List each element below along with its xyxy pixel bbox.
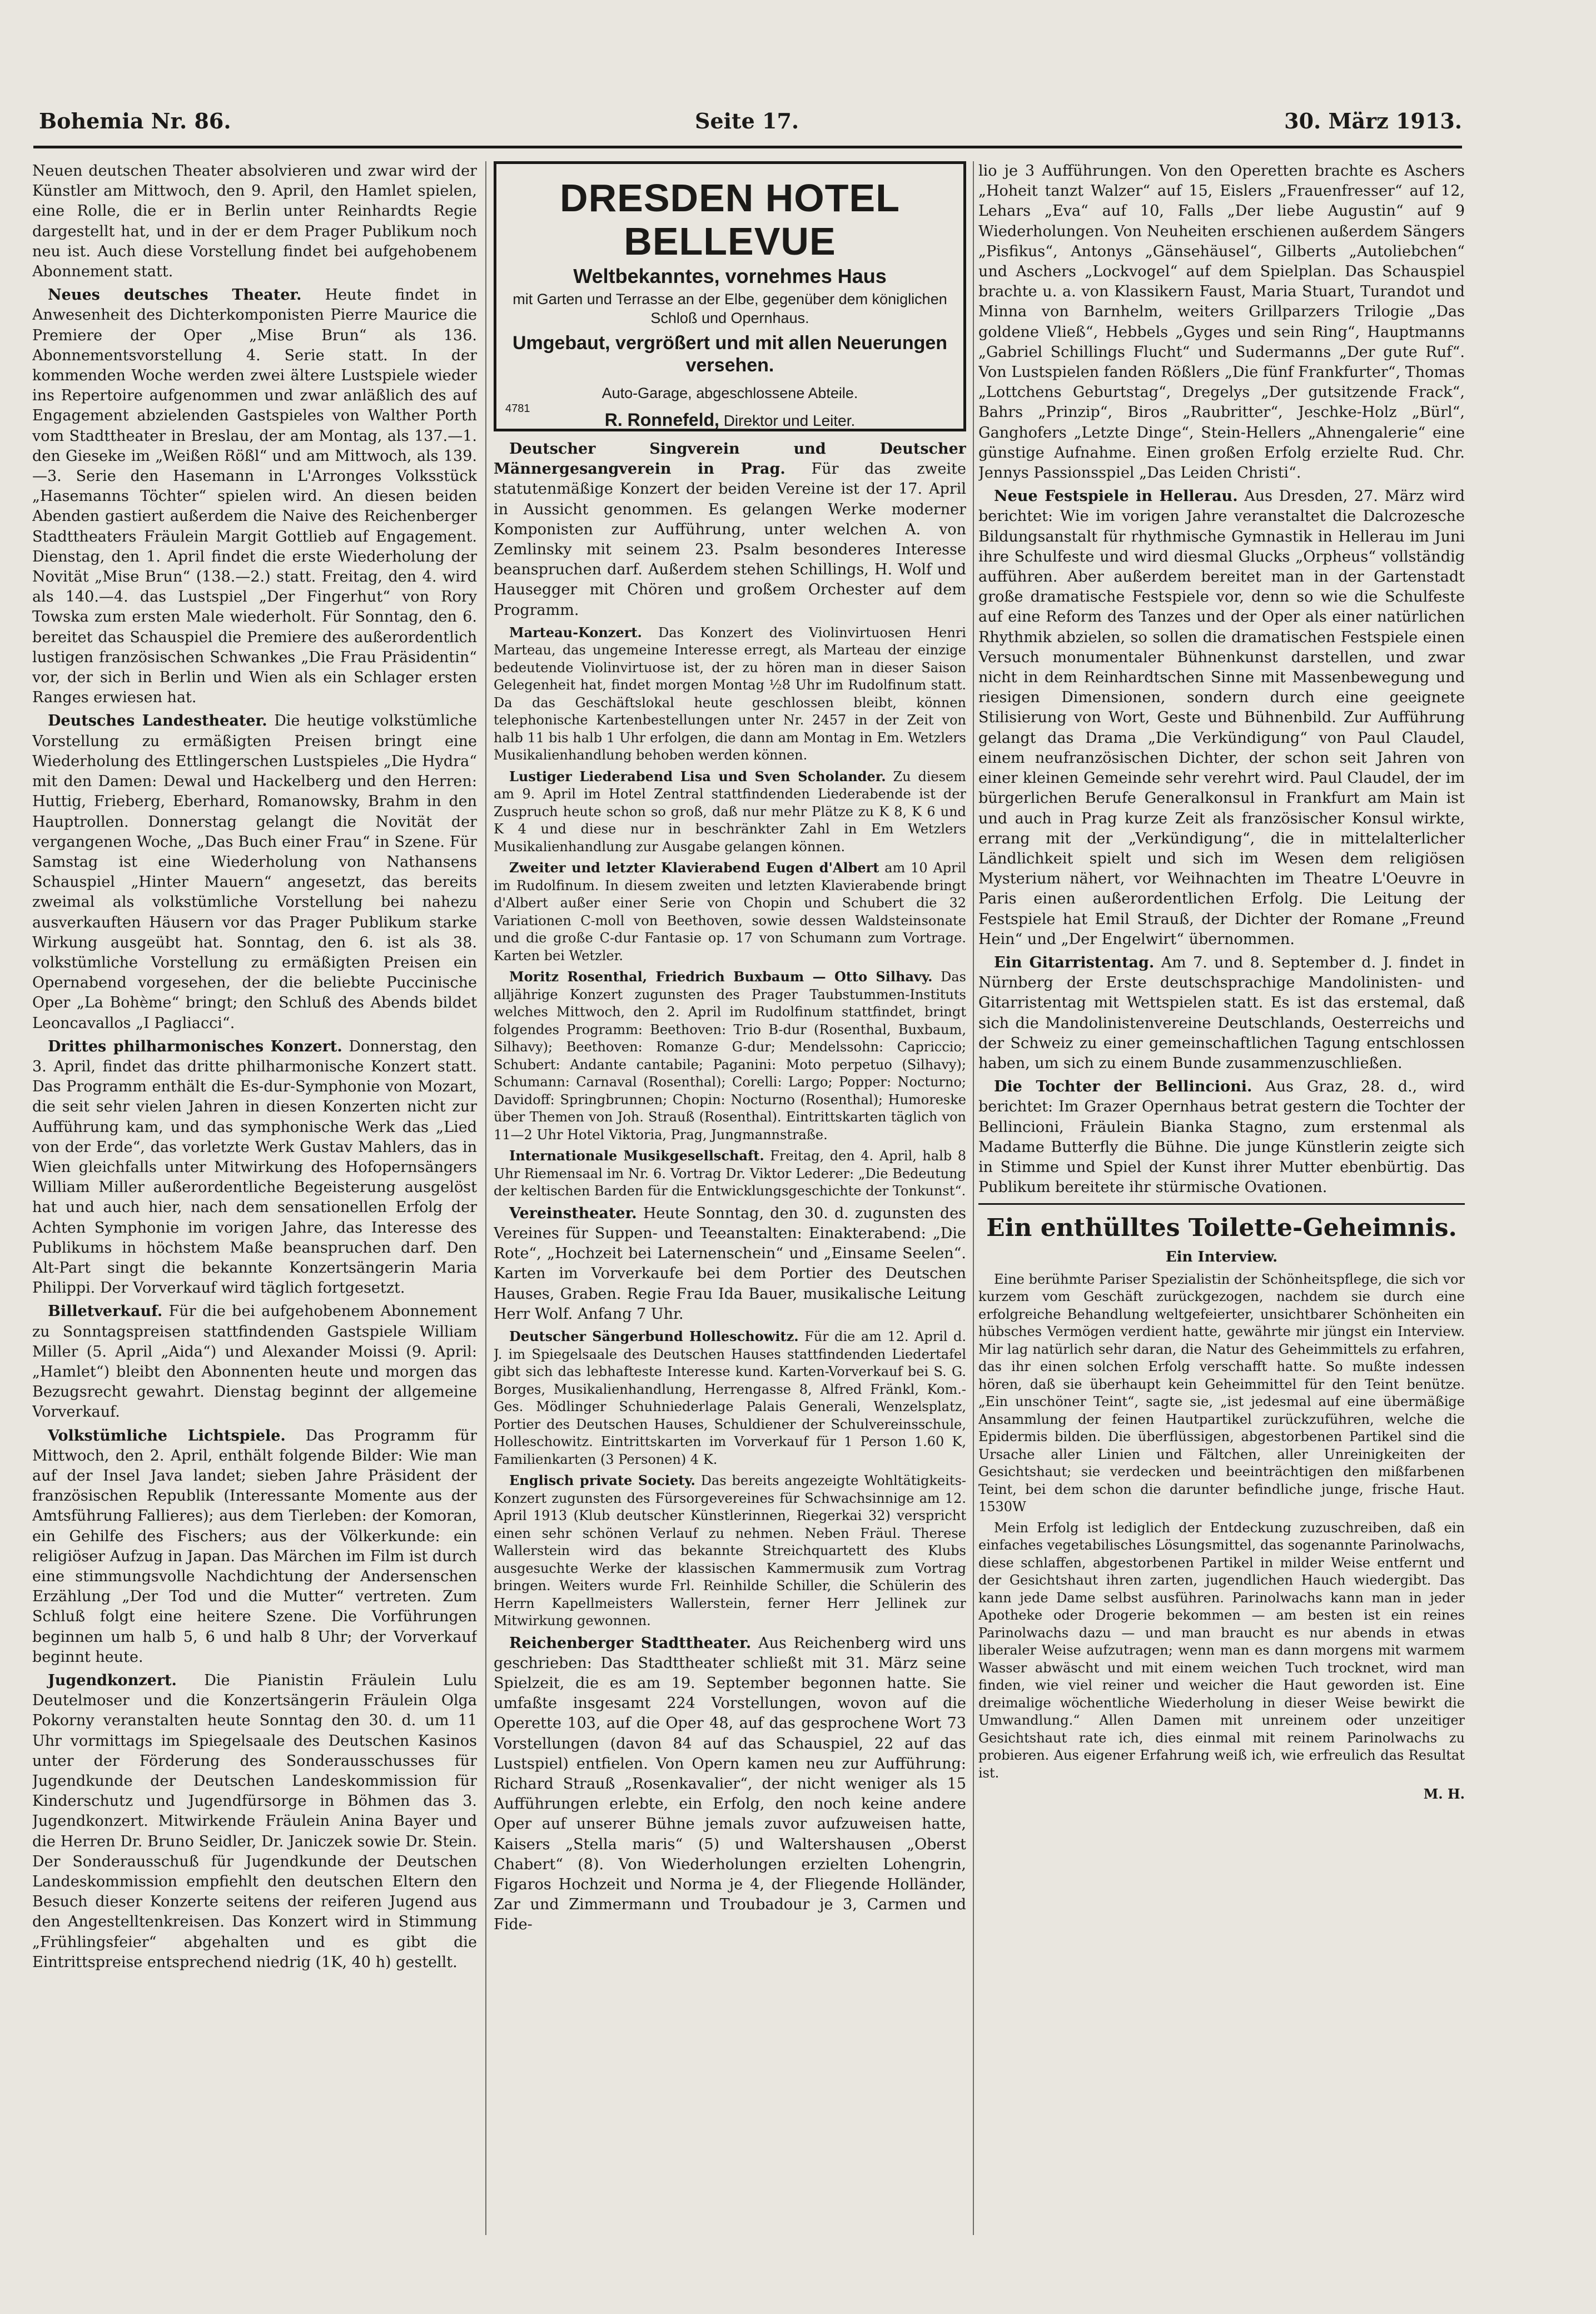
ad-number: 4781 — [505, 402, 530, 415]
article-body: Aus Graz, 28. d., wird berichtet: Im Grazer Opernhaus betrat gestern die Tochter der Bellincioni, Fräulein Bianka Stagno, zum erstenmal als Madame Butterfly die Bühne. Die junge Künstlerin zeigte sich in Stimme und Spiel der Kunst ihrer Mutter ebenbürtig. Das Publikum bereitete ihr stürmische Ovationen. — [978, 1078, 1465, 1196]
article — [494, 1204, 966, 1324]
ad-garage-note: Auto-Garage, abgeschlossene Abteile. — [601, 385, 858, 402]
ad-subtitle: Weltbekanntes, vornehmes Haus — [573, 265, 887, 287]
article-heading: Moritz Rosenthal, Friedrich Buxbaum — Otto Silhavy. — [509, 969, 933, 985]
page-number: Seite 17. — [695, 108, 799, 133]
ad-title: DRESDEN HOTEL BELLEVUE — [560, 176, 900, 263]
column-divider — [485, 161, 486, 2235]
article — [494, 768, 966, 856]
article — [494, 1147, 966, 1200]
article-body: am 10 April im Rudolfinum. In diesem zweiten und letzten Klavierabende bringt d'Albert außer einer Serie von Chopin und Schubert die 32 Variationen C-moll von Beethoven, sowie dessen Waldsteinsonate und die große C-dur Fantasie op. 17 von Schumann zum Vortrage. Karten bei Wetzler. — [494, 860, 966, 964]
article-body: Für das zweite statutenmäßige Konzert der beiden Vereine ist der 17. April in Aussicht genommen. Es gelangen Werke moderner Komponisten zur Aufführung, unter welchen A. von Zemlinsky mit seinem 23. Psalm besonderes Interesse beanspruchen darf. Außerdem stehen Schillings, H. Wolf und Hausegger mit Chören und großem Orchester auf dem Programm. — [494, 460, 966, 619]
small-print-section — [494, 624, 966, 1200]
article — [494, 859, 966, 965]
article-continuation: lio je 3 Aufführungen. Von den Operetten brachte es Aschers „Hoheit tanzt Walzer“ auf 15, Eislers „Frauenfresser“ auf 12, Lehars „Eva“ auf 10, Falls „Der liebe Augustin“ auf 9 Wiederholungen. Von Neuheiten erschienen außerdem Sängers „Pisfikus“, Antonys „Gänsehäusel“, Gilberts „Autoliebchen“ und Aschers „Lockvogel“ auf dem Spielplan. Das Schauspiel brachte u. a. von Klassikern Faust, Maria Stuart, Turandot und Minna von Barnhelm, weiters Grillparzers Trilogie „Das goldene Vließ“, Hebbels „Gyges und sein Ring“, Hauptmanns „Gabriel Schillings Flucht“ und Sudermanns „Der gute Ruf“. Von Lustspielen fanden Rößlers „Die fünf Frankfurter“, Thomas „Lottchens Geburtstag“, Dregelys „Der gutsitzende Frack“, Bahrs „Prinzip“, Biros „Raubritter“, Jeschke-Holz „Bürl“, Ganghofers „Letzte Dinge“, Stein-Hellers „Ahnengalerie“ eine günstige Aufnahme. Einen großen Erfolg erzielte Rud. Chr. Jennys Passionsspiel „Das Leiden Christi“. — [978, 162, 1465, 482]
section-divider — [978, 1203, 1465, 1205]
small-print-section — [494, 1328, 966, 1630]
column-3 — [978, 161, 1465, 2235]
article-body: Heute findet in Anwesenheit des Dichterkomponisten Pierre Maurice die Premiere der Oper „Mise Brun“ als 136. Abonnementsvorstellung 4. Serie statt. In der kommenden Woche werden zwei ältere Lustspiele wieder ins Repertoire aufgenommen und zwar anläßlich des auf Engagement abzielenden Gastspieles von Walther Porth vom Stadttheater in Breslau, der am Montag, als 137.—1. den Gieseke im „Weißen Rößl“ und am Mittwoch, als 139.—3. Serie den Hasemann in L'Arronges Volksstück „Hasemanns Töchter“ spielen wird. An diesen beiden Abenden gastiert außerdem die Naive des Reichenberger Stadttheaters Fräulein Margit Gottlieb auf Engagement. Dienstag, den 1. April findet die erste Wiederholung der Novität „Mise Brun“ (138.—2.) statt. Freitag, den 4. wird als 140.—4. das Lustspiel „Der Fingerhut“ von Rory Towska zum ersten Male wiederholt. Für Sonntag, den 6. bereitet das Schauspiel die Premiere des außerordentlich lustigen französischen Schwankes „Die Frau Präsidentin“ vor, der sich in Berlin und Wien als ein Schlager ersten Ranges erwiesen hat. — [32, 286, 477, 707]
article-heading: Ein Gitarristentag. — [994, 954, 1155, 971]
header-rule — [33, 146, 1462, 148]
column-divider — [973, 161, 974, 2235]
article-heading: Die Tochter der Bellincioni. — [994, 1078, 1252, 1096]
article-body: Das alljährige Konzert zugunsten des Prager Taubstummen-Instituts welches Mittwoch, den 2. April im Rudolfinum stattfindet, bringt folgendes Programm: Beethoven: Trio B-dur (Rosenthal, Buxbaum, Silhavy); Beethoven: Romanze G-dur; Mendelssohn: Capriccio; Schubert: Andante cantabile; Paganini: Moto perpetuo (Silhavy); Schumann: Carnaval (Rosenthal); Corelli: Largo; Popper: Nocturno; Davidoff: Springbrunnen; Chopin: Nocturno (Rosenthal); Humoreske über Themen von Joh. Strauß (Rosenthal). Eintrittskarten täglich von 11—2 Uhr Hotel Viktoria, Prag, Jungmannstraße. — [494, 969, 966, 1143]
ad-director-name: R. Ronnefeld, — [604, 410, 719, 430]
article-heading: Englisch private Society. — [509, 1472, 695, 1489]
ad-upgrade-note: Umgebaut, vergrößert und mit allen Neuerungen versehen. — [512, 332, 948, 376]
article-body: Donnerstag, den 3. April, findet das dritte philharmonische Konzert statt. Das Programm enthält die Es-dur-Symphonie von Mozart, die seit sehr vielen Jahren in diesen Konzerten nicht zur Aufführung kam, und das symphonische Werk das „Lied von der Erde“, das vorletzte Werk Gustav Mahlers, das in Wien gleichfalls unter Mitwirkung des Hofopernsängers William Miller außerordentliche Begeisterung ausgelöst hat und auch hier, nach dem sensationellen Erfolg der Achten Symphonie im vorigen Jahre, das Interesse des Publikums in höchstem Maße beanspruchen darf. Den Alt-Part singt die bekannte Konzertsängerin Maria Philippi. Der Vorverkauf wird täglich fortgesetzt. — [32, 1037, 477, 1297]
article — [494, 1472, 966, 1630]
article-heading: Jugendkonzert. — [48, 1672, 177, 1690]
article-heading: Billetverkauf. — [48, 1303, 163, 1320]
ad-director — [505, 410, 954, 431]
article — [494, 439, 966, 620]
article — [494, 968, 966, 1144]
column-2 — [494, 161, 966, 2235]
article-body: Zu diesem am 9. April im Hotel Zentral stattfindenden Liederabende ist der Zuspruch heute schon so groß, daß nur mehr Plätze zu K 8, K 6 und K 4 und diese nur in beschränkter Zahl in Em Wetzlers Musikalienhandlung zur Ausgabe gelangen können. — [494, 768, 966, 855]
issue-date: 30. März 1913. — [1284, 108, 1462, 133]
hotel-advertisement — [494, 161, 966, 431]
article — [978, 486, 1465, 950]
feature-body — [978, 1271, 1465, 1803]
column-1 — [32, 161, 477, 2235]
feature-paragraph: Eine berühmte Pariser Spezialistin der Schönheitspflege, die sich vor kurzem vom Geschäft zurückgezogen, nachdem sie durch eine erfolgreiche Behandlung weltgefeierter, unsichtbarer Schönheiten ein hübsches Vermögen verdient hatte, gewährte mir jüngst ein Interview. Mir lag natürlich sehr daran, die Natur des Geheimmittels zu erfahren, das ihr einen solchen Erfolg verschafft hatte. So mußte indessen hören, daß sie überhaupt kein Geheimmittel für den Teint benütze. „Ein unschöner Teint“, sagte sie, „ist jedesmal auf eine übermäßige Ansammlung der feinen Hautpartikel zurückzuführen, welche die Epidermis bilden. Die überflüssigen, abgestorbenen Partikel sind die Ursache aller Linien und Fältchen, aller Unreinigkeiten der Gesichtshaut; sie verdecken und beeinträchtigen den mißfarbenen Teint, bei dem schon die darunter befindliche junge, frische Haut. 1530W — [978, 1271, 1465, 1515]
article-heading: Volkstümliche Lichtspiele. — [48, 1427, 286, 1444]
article-heading: Deutscher Singverein und Deutscher Männergesangverein in Prag. — [494, 440, 966, 478]
article-heading: Internationale Musikgesellschaft. — [509, 1148, 764, 1164]
article-body: Freitag, den 4. April, halb 8 Uhr Riemensaal im Nr. 6. Vortrag Dr. Viktor Lederer: „Die Bedeutung der keltischen Barden für die Entwicklungsgeschichte der Tonkunst“. — [494, 1148, 966, 1199]
page-header — [39, 108, 1462, 147]
ad-description: mit Garten und Terrasse an der Elbe, gegenüber dem königlichen Schloß und Opernhaus. — [513, 291, 947, 327]
article-heading: Drittes philharmonisches Konzert. — [48, 1037, 342, 1055]
feature-title: Ein enthülltes Toilette-Geheimnis. — [986, 1214, 1457, 1243]
article-body: Am 7. und 8. September d. J. findet in Nürnberg der Erste deutschsprachige Mandolinisten- und Gitarristentag mit Wettspielen statt. Es ist das erstemal, daß sich die Mandolinistenvereine Deutschlands, Oesterreichs und der Schweiz zu einer gemeinschaftlichen Tagung entschlossen haben, um sich zu einem Bunde zusammenzuschließen. — [978, 954, 1465, 1072]
article-heading: Marteau-Konzert. — [509, 624, 642, 640]
article-body: Aus Reichenberg wird uns geschrieben: Das Stadttheater schließt mit 31. März seine Spielzeit, die es am 19. September begonnen hatte. Sie umfaßte insgesamt 224 Vorstellungen, wovon auf die Operette 103, auf die Oper 48, auf das gesprochene Wort 73 Vorstellungen (davon 84 auf das Schauspiel, 22 auf das Lustspiel) entfielen. Von Opern kamen neu zur Aufführung: Richard Strauß „Rosenkavalier“, der nicht weniger als 15 Aufführungen erlebte, ein Erfolg, den noch keine andere Oper auf unserer Bühne jemals zuvor aufzuweisen hatte, Kaisers „Stella maris“ (5) und Waltershausen „Oberst Chabert“ (8). Von Wiederholungen erzielten Lohengrin, Figaros Hochzeit und Norma je 4, der Fliegende Holländer, Zar und Zimmermann und Troubadour je 3, Carmen und Fide- — [494, 1634, 966, 1934]
ad-director-role: Direktor und Leiter. — [723, 412, 856, 430]
article-body: Heute Sonntag, den 30. d. zugunsten des Vereines für Suppen- und Teeanstalten: Einakterabend: „Die Rote“, „Hochzeit bei Laternenschein“ und „Einsame Seelen“. Karten im Vorverkaufe bei dem Portier des Deutschen Hauses, Graben. Regie Frau Ida Bauer, musikalische Leitung Herr Wolf. Anfang 7 Uhr. — [494, 1204, 966, 1323]
article-heading: Lustiger Liederabend Lisa und Sven Scholander. — [509, 768, 886, 784]
article — [978, 1077, 1465, 1198]
newspaper-issue: Bohemia Nr. 86. — [39, 108, 231, 133]
article-continuation: Neuen deutschen Theater absolvieren und zwar wird der Künstler am Mittwoch, den 9. April, den Hamlet spielen, eine Rolle, die er in Berlin unter Reinhardts Regie dargestellt hat, und in der er dem Prager Publikum noch neu ist. Auch diese Vorstellung findet bei aufgehobenem Abonnement statt. — [32, 162, 477, 281]
article-body: Die Pianistin Fräulein Lulu Deutelmoser und die Konzertsängerin Fräulein Olga Pokorny veranstalten heute Sonntag den 30. d. um 11 Uhr vormittags im Spiegelsaale des Deutschen Kasinos unter der Förderung des Sonderausschusses für Jugendkunde der Deutschen Landeskommission für Kinderschutz und Jugendfürsorge in Böhmen das 3. Jugendkonzert. Mitwirkende Fräulein Anina Bayer und die Herren Dr. Bruno Seidler, Dr. Janiczek sowie Dr. Stein. Der Sonderausschuß für Jugendkunde der Deutschen Landeskommission empfiehlt den deutschen Eltern den Besuch dieser Konzerte seitens der reiferen Jugend aus den Angestelltenkreisen. Das Konzert wird in Stimmung „Frühlingsfeier“ abgehalten und es gibt die Eintrittspreise entsprechend niedrig (1K, 40 h) gestellt. — [32, 1672, 477, 1971]
article — [32, 285, 477, 708]
article — [32, 1671, 477, 1973]
article-heading: Vereinstheater. — [509, 1204, 637, 1222]
article-heading: Reichenberger Stadttheater. — [509, 1634, 752, 1652]
article-body: Das bereits angezeigte Wohltätigkeits-Konzert zugunsten des Fürsorgevereines für Schwachsinnige am 12. April 1913 (Klub deutscher Künstlerinnen, Riegerkai 32) verspricht einen sehr schönen Verlauf zu nehmen. Neben Fräul. Therese Wallerstein wird das bekannte Streichquartett des Klubs ausgesuchte Werke der klassischen Kammermusik zum Vortrag bringen. Weiters wurde Frl. Reinhilde Schiller, die Schülerin des Herrn Kapellmeisters Wallerstein, ferner Herr Jellinek zur Mitwirkung gewonnen. — [494, 1473, 966, 1629]
article-body: Aus Dresden, 27. März wird berichtet: Wie im vorigen Jahre veranstaltet die Dalcrozesche Bildungsanstalt für rhythmische Gymnastik in Hellerau im Juni ihre Schulfeste und wird diesmal Glucks „Orpheus“ vollständig aufführen. Aber außerdem bereitet man in der Gartenstadt große dramatische Festspiele vor, denn so wie die Schulfeste auf eine Reform des Tanzes und der Oper als einer natürlichen Rhythmik abzielen, so sollen die dramatischen Festspiele einen Versuch monumentaler Bühnenkunst darstellen, und zwar nicht in dem Reinhardtschen Sinne mit Massenbewegung und riesigen Dimensionen, sondern durch eine geeignete Stilisierung von Wort, Geste und Bühnenbild. Zur Aufführung gelangt das Drama „Die Verkündigung“ von Paul Claudel, einem neufranzösischen Dichter, der schon seit Jahren von einer kleinen Gemeinde sehr verehrt wird. Paul Claudel, der im bürgerlichen Berufe Generalkonsul in Frankfurt am Main ist und auch in Prag kurze Zeit als französischer Konsul wirkte, errang mit der „Verkündigung“, die in mittelalterlicher Ländlichkeit spielt und sich im Wesen dem religiösen Mysterium nähert, vor Weihnachten im Theatre L'Oeuvre in Paris einen außerordentlichen Erfolg. Die Leitung der Festspiele hat Emil Strauß, der Dichter der Romane „Freund Hein“ und „Der Engelwirt“ übernommen. — [978, 488, 1465, 948]
article-heading: Neue Festspiele in Hellerau. — [994, 488, 1238, 505]
article-body: Für die bei aufgehobenem Abonnement zu Sonntagspreisen stattfindenden Gastspiele William Miller (5. April „Aida“) und Alexander Moissi (9. April: „Hamlet“) bleibt den Abonnenten heute und morgen das Bezugsrecht gewahrt. Dienstag beginnt der allgemeine Vorverkauf. — [32, 1303, 477, 1421]
article — [32, 711, 477, 1033]
article-body: Die heutige volkstümliche Vorstellung zu ermäßigten Preisen bringt eine Wiederholung des Ettlingerschen Lustspieles „Die Hydra“ mit den Damen: Dewal und Hackelberg und den Herren: Huttig, Frieberg, Eberhard, Romanowsky, Brahm in den Hauptrollen. Donnerstag gelangt die Novität der vergangenen Woche, „Das Buch einer Frau“ in Szene. Für Samstag ist eine Wiederholung von Nathansens Schauspiel „Hinter Mauern“ angesetzt, das bereits zweimal als volkstümliche Vorstellung bei nahezu ausverkauften Häusern vor das Prager Publikum starke Wirkung ausgeübt hat. Sonntag, den 6. ist als 38. volkstümliche Vorstellung zu ermäßigten Preisen ein Opernabend vorgesehen, der die beliebte Puccinische Oper „La Bohème“ bringt; den Schluß des Abends bildet Leoncavallos „I Pagliacci“. — [32, 712, 477, 1032]
article — [32, 1302, 477, 1422]
article — [978, 953, 1465, 1074]
article-heading: Zweiter und letzter Klavierabend Eugen d'Albert — [509, 860, 879, 876]
article-body: Das Konzert des Violinvirtuosen Henri Marteau, das ungemeine Interesse erregt, als Marteau der einzige bedeutende Violinvirtuose ist, der zu hören man in dieser Saison Gelegenheit hat, findet morgen Montag ½8 Uhr im Rudolfinum statt. Da das Geschäftslokal heute geschlossen bleibt, können telephonische Kartenbestellungen unter Nr. 2457 in der Zeit von halb 11 bis halb 1 Uhr erfolgen, die dann am Montag in Em. Wetzlers Musikalienhandlung behoben werden können. — [494, 624, 966, 763]
article — [32, 1037, 477, 1299]
article — [32, 1426, 477, 1667]
article-heading: Deutsches Landestheater. — [48, 712, 267, 730]
article — [494, 624, 966, 764]
article-heading: Deutscher Sängerbund Holleschowitz. — [509, 1328, 799, 1345]
feature-paragraph: Mein Erfolg ist lediglich der Entdeckung zuzuschreiben, daß ein einfaches vegetabilisches Lösungsmittel, das sogenannte Parinolwachs, diese schlaffen, abgestorbenen Partikel in milder Weise entfernt und der Gesichtshaut ihren zarten, jugendlichen Hauch wiedergibt. Das kann jede Dame selbst ausführen. Parinolwachs kann man in jeder Apotheke oder Drogerie bekommen — am besten ist ein reines Parinolwachs dazu — und man braucht es nur abends in etwas liberaler Weise aufzutragen; wenn man es dann morgens mit warmem Wasser abwäscht und mit einem weichen Tuch trocknet, wird man finden, wie viel reiner und weicher die Haut geworden ist. Eine dreimalige wöchentliche Wiederholung in dieser Weise bewirkt die Umwandlung.“ Allen Damen mit unreinem oder unzeitiger Gesichtshaut rate ich, dies einmal mit reinem Parinolwachs zu probieren. Aus eigener Erfahrung weiß ich, wie erfreulich das Resultat ist. — [978, 1520, 1465, 1781]
article-body: Für die am 12. April d. J. im Spiegelsaale des Deutschen Hauses stattfindenden Liedertafel gibt sich das lebhafteste Interesse kund. Karten-Vorverkauf bei S. G. Borges, Musikalienhandlung, Herrengasse 8, Alfred Fränkl, Kom.-Ges. Mödlinger Schuhniederlage Palais Generali, Wenzelsplatz, Portier des Deutschen Hauses, Schuldiener der Schulvereinsschule, Holleschowitz. Eintrittskarten im Vorverkauf für 1 Person 1.60 K, Familienkarten (3 Personen) 4 K. — [494, 1329, 966, 1467]
feature-signature: M. H. — [1423, 1786, 1465, 1802]
article — [494, 1633, 966, 1935]
article-heading: Neues deutsches Theater. — [48, 286, 302, 304]
article — [494, 1328, 966, 1468]
article-body: Das Programm für Mittwoch, den 2. April, enthält folgende Bilder: Wie man auf der Insel Java landet; sieben Jahre Präsident der französischen Republik (Interessante Momente aus der Amtsführung Fallieres); aus dem Tierleben: der Komoran, ein Gehilfe des Fischers; aus der Völkerkunde: ein religiöser Aufzug in Japan. Das Märchen im Film ist durch eine stimmungsvolle Nachdichtung der Andersenschen Erzählung „Der Tod und die Mutter“ vertreten. Zum Schluß folgt eine heitere Szene. Die Vorführungen beginnen um halb 5, 6 und halb 8 Uhr; der Vorverkauf beginnt heute. — [32, 1427, 477, 1666]
feature-subtitle: Ein Interview. — [1165, 1249, 1278, 1266]
